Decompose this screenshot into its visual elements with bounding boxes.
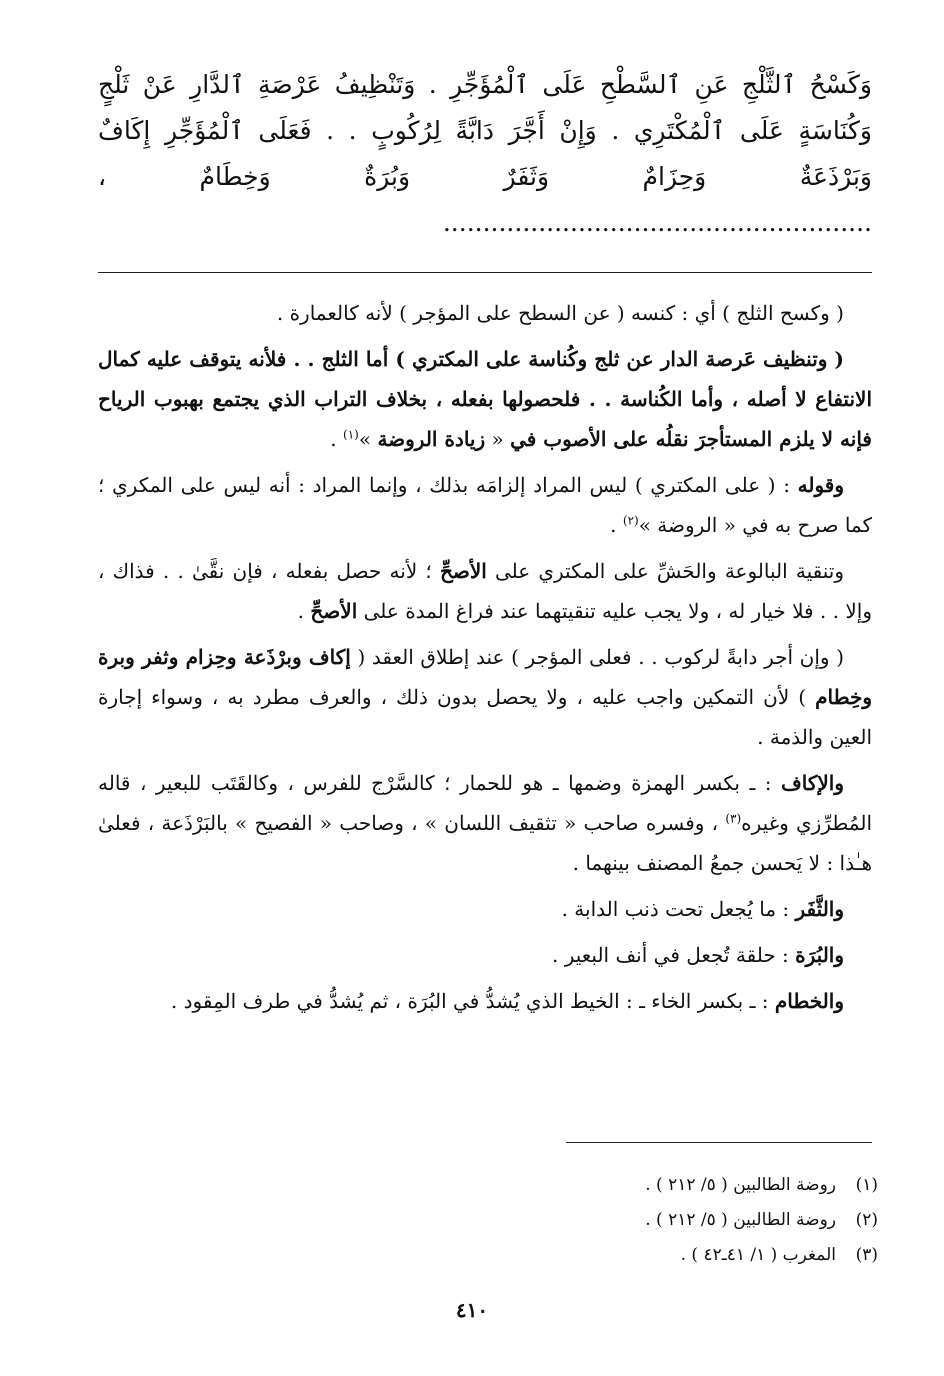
commentary-para-9 (98, 981, 872, 1021)
para-9-lead: والخطام (774, 989, 844, 1013)
para-4-text-b: ؛ لأنه حصل بفعله ، فإن نقَّىٰ . . فذاك ، وإلا . . فلا خيار له ، ولا يجب عليه تنقيتهما عند فراغ المدة على (98, 559, 872, 623)
para-8-lead: والبُرَة (795, 943, 844, 967)
para-9-text: : ـ بكسر الخاء ـ : الخيط الذي يُشدُّ في البُرَة ، ثم يُشدُّ في طرف المِقود . (170, 989, 775, 1013)
para-8-text: : حلقة تُجعل في أنف البعير . (551, 943, 796, 967)
para-5-text-a: ( وإن أجر دابةً لركوب . . فعلى المؤجر ) عند إطلاق العقد ( (350, 645, 844, 669)
para-4-bold-2: الأصحِّ (310, 599, 358, 623)
matn-dots: ...................................................... (442, 208, 872, 237)
para-4-end: . (297, 599, 311, 623)
footnote-ref-3: (٣) (725, 811, 742, 826)
para-2-bold-1: على الأصوب في (510, 427, 649, 451)
para-2-quote-close: » (358, 427, 378, 451)
footnote-3 (378, 1238, 878, 1273)
para-3-text: : ( على المكتري ) ليس المراد إلزامَه بذلك ، وإنما المراد : أنه ليس على المكري ؛ كما صرح به في « الروضة » (98, 473, 872, 537)
para-6-rest: ، وفسره صاحب « تثقيف اللسان » ، وصاحب « الفصيح » بالبَرْذَعة ، فعلىٰ هـٰذا : لا يَحسن جمعُ المصنف بينهما . (98, 811, 872, 875)
footnotes (378, 1168, 878, 1273)
footnote-2 (378, 1203, 878, 1238)
para-2-bold-2: زيادة الروضة (377, 427, 486, 451)
para-2-text: ( وتنظيف عَرصة الدار عن ثلج وكُناسة على المكتري ) أما الثلج . . فلأنه يتوقف عليه كمال الانتفاع لا أصله ، وأما الكُناسة . . فلحصولها بفعله ، بخلاف التراب الذي يجتمع بهبوب الرياح فإنه لا يلزم المستأجرَ نقلُه (98, 347, 872, 451)
commentary-para-8 (98, 935, 872, 975)
para-6-text: : ـ بكسر الهمزة وضمها ـ هو للحمار ؛ كالسَّرْج للفرس ، وكالقَتَب للبعير ، قاله المُطرِّزي وغيره (98, 771, 872, 835)
footnote-1 (378, 1168, 878, 1203)
commentary (98, 293, 872, 1021)
matn-line-2: ٱلْمُكْتَرِي . وَإِنْ أَجَّرَ دَابَّةً لِرُكُوبٍ . . فَعَلَى ٱلْمُؤَجِّرِ إِكَافٌ وَبَرْذَعَةٌ وَحِزَامٌ وَثَفَرٌ وَبُرَةٌ (98, 116, 872, 191)
para-7-lead: والثَّفَر (795, 897, 844, 921)
matn-line-1: وَكَسْحُ ٱلثَّلْجِ عَنِ ٱلسَّطْحِ عَلَى ٱلْمُؤَجِّرِ . وَتَنْظِيفُ عَرْصَةِ ٱلدَّارِ عَنْ ثَلْجٍ وَكُنَاسَةٍ عَلَى (98, 70, 872, 145)
commentary-para-7 (98, 889, 872, 929)
footnote-3-number: (٣) (855, 1245, 878, 1265)
matn-divider (98, 272, 872, 273)
commentary-para-4 (98, 551, 872, 631)
para-2-end: . (330, 427, 344, 451)
para-7-text: : ما يُجعل تحت ذنب الدابة . (561, 897, 796, 921)
commentary-para-3 (98, 465, 872, 545)
commentary-para-5 (98, 637, 872, 757)
footnote-2-text: روضة الطالبين ( ٥/ ٢١٢ ) . (645, 1210, 836, 1230)
para-1-text: ( وكسح الثلج ) أي : كنسه ( عن السطح على المؤجر ) لأنه كالعمارة . (276, 301, 844, 325)
para-4-text-a: وتنقية البالوعة والحَشِّ على المكتري على (486, 559, 844, 583)
footnote-1-number: (١) (855, 1175, 878, 1195)
footnote-ref-2: (٢) (622, 513, 639, 528)
footnote-1-text: روضة الطالبين ( ٥/ ٢١٢ ) . (645, 1175, 836, 1195)
para-3-lead: وقوله (797, 473, 844, 497)
page-number: ٤١٠ (455, 1298, 489, 1322)
para-2-quote-open: « (485, 427, 511, 451)
para-4-bold-1: الأصحِّ (439, 559, 487, 583)
matn-line-3: وَخِطَامٌ ، (98, 162, 271, 191)
page-body (98, 62, 872, 1027)
para-3-end: . (610, 513, 623, 537)
commentary-para-6 (98, 763, 872, 883)
footnote-2-number: (٢) (855, 1210, 878, 1230)
commentary-para-1 (98, 293, 872, 333)
footnote-divider (566, 1142, 872, 1143)
footnote-3-text: المغرب ( ١/ ٤١ـ٤٢ ) . (680, 1245, 836, 1265)
commentary-para-2 (98, 339, 872, 459)
matn-text (98, 62, 872, 246)
para-5-bold: إكاف وبرْذَعة وحِزام وثفر وبرة وخِطام (98, 645, 872, 709)
para-6-lead: والإكاف (781, 771, 844, 795)
footnote-ref-1: (١) (343, 427, 359, 442)
para-5-text-b: ) لأن التمكين واجب عليه ، ولا يحصل بدون ذلك ، والعرف مطرد به ، وسواء إجارة العين والذمة . (98, 685, 872, 749)
